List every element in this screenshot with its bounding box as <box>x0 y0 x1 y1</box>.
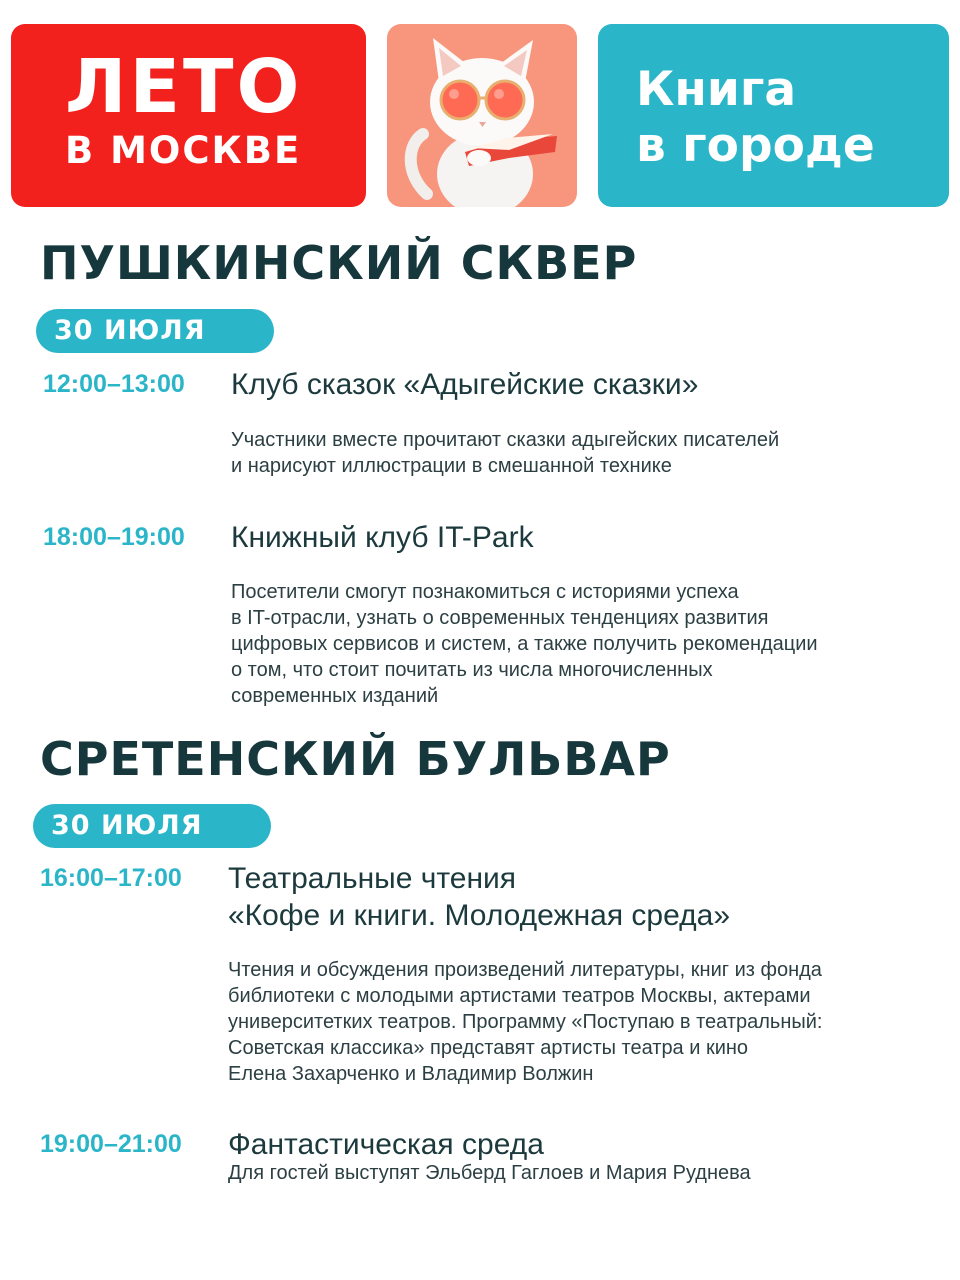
event-title: Фантастическая среда <box>228 1128 544 1161</box>
event-description: Для гостей выступят Эльберд Гаглоев и Мария Руднева <box>228 1162 751 1184</box>
logo-line-1: ЛЕТО <box>65 44 303 130</box>
event-description: Чтения и обсуждения произведений литературы, книг из фонда библиотеки с молодыми артистами театров Москвы, актерами университетких театров. Программу «Поступаю в театральный: Советская классика» представят артисты театра и кино Елена Захарченко и Владимир Волжин <box>228 959 823 1085</box>
event-time: 16:00–17:00 <box>40 864 182 892</box>
event-description: Посетители смогут познакомиться с историями успеха в IT-отрасли, узнать о современных тенденциях развития цифровых сервисов и систем, а также получить рекомендации о том, что стоит почитать из числа многочисленных современных изданий <box>231 581 818 707</box>
event-description: Участники вместе прочитают сказки адыгейских писателей и нарисуют иллюстрации в смешанной технике <box>231 429 780 477</box>
event-time: 18:00–19:00 <box>43 523 185 551</box>
leto-v-moskve-logo <box>11 24 366 207</box>
event-title: Клуб сказок «Адыгейские сказки» <box>231 368 699 401</box>
event-time: 19:00–21:00 <box>40 1130 182 1158</box>
banner-title: Книга в городе <box>636 62 875 173</box>
date-badge: 30 ИЮЛЯ <box>33 804 271 848</box>
kniga-v-gorode-banner <box>598 24 949 207</box>
event-title: Театральные чтения «Кофе и книги. Молодежная среда» <box>228 862 731 932</box>
event-time: 12:00–13:00 <box>43 370 185 398</box>
event-title: Книжный клуб IT-Park <box>231 521 534 554</box>
mascot-card <box>387 24 577 207</box>
cat-mascot-icon <box>387 24 577 207</box>
date-badge: 30 ИЮЛЯ <box>36 309 274 353</box>
section-title-pushkinsky: ПУШКИНСКИЙ СКВЕР <box>40 236 638 290</box>
section-title-sretensky: СРЕТЕНСКИЙ БУЛЬВАР <box>40 732 671 786</box>
logo-line-2: В МОСКВЕ <box>65 129 302 172</box>
